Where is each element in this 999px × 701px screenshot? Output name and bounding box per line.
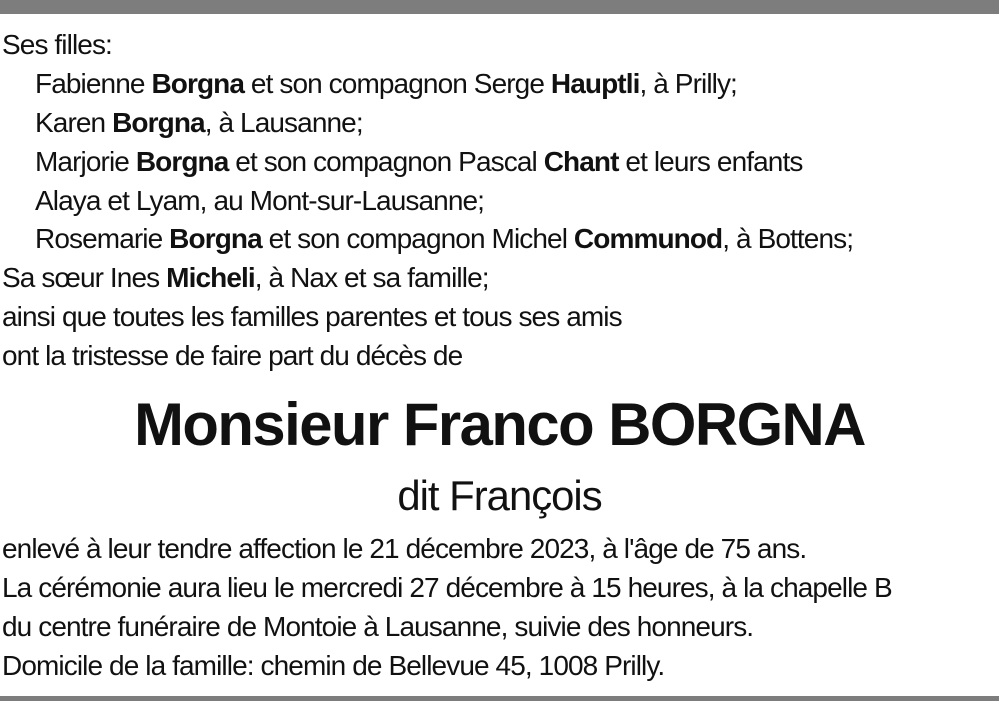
surname: Chant bbox=[543, 146, 619, 177]
text-segment: , à Lausanne; bbox=[204, 107, 363, 138]
text-segment: Rosemarie bbox=[35, 223, 170, 254]
text-segment: Sa sœur Ines bbox=[2, 262, 167, 293]
text-segment: Alaya et Lyam, au Mont-sur-Lausanne; bbox=[35, 185, 485, 216]
text-segment: et son compagnon Michel bbox=[261, 223, 574, 254]
daughter-line-3 bbox=[35, 145, 802, 179]
text-segment: et son compagnon Serge bbox=[244, 68, 551, 99]
deceased-alias: dit François bbox=[397, 472, 602, 519]
surname: Communod bbox=[573, 223, 723, 254]
text-segment: Karen bbox=[35, 107, 113, 138]
top-rule bbox=[0, 0, 999, 14]
text-segment: Marjorie bbox=[35, 146, 136, 177]
daughter-line-4 bbox=[35, 184, 484, 218]
bottom-rule bbox=[0, 696, 999, 701]
details-line-1: enlevé à leur tendre affection le 21 décembre 2023, à l'âge de 75 ans. bbox=[2, 533, 807, 564]
details-line-3: du centre funéraire de Montoie à Lausanne, suivie des honneurs. bbox=[2, 611, 754, 642]
surname: Borgna bbox=[151, 68, 245, 99]
surname: Micheli bbox=[166, 262, 255, 293]
text-segment: et son compagnon Pascal bbox=[228, 146, 544, 177]
daughter-line-2 bbox=[35, 106, 363, 140]
sister-line bbox=[2, 261, 489, 295]
surname: Borgna bbox=[112, 107, 205, 138]
details-line-2: La cérémonie aura lieu le mercredi 27 décembre à 15 heures, à la chapelle B bbox=[2, 572, 892, 603]
text-segment: , à Nax et sa famille; bbox=[254, 262, 489, 293]
families-line: ainsi que toutes les familles parentes et tous ses amis bbox=[2, 301, 622, 332]
text-segment: , à Prilly; bbox=[639, 68, 737, 99]
text-segment: et leurs enfants bbox=[618, 146, 803, 177]
announcement-line: ont la tristesse de faire part du décès de bbox=[2, 340, 463, 371]
details-line-4: Domicile de la famille: chemin de Bellevue 45, 1008 Prilly. bbox=[2, 650, 665, 681]
surname: Borgna bbox=[169, 223, 262, 254]
daughter-line-5 bbox=[35, 222, 853, 256]
daughter-line-1 bbox=[35, 67, 737, 101]
surname: Hauptli bbox=[550, 68, 640, 99]
surname: Borgna bbox=[135, 146, 229, 177]
deceased-name: Monsieur Franco BORGNA bbox=[134, 391, 865, 458]
intro-line: Ses filles: bbox=[2, 29, 112, 60]
text-segment: Fabienne bbox=[35, 68, 152, 99]
text-segment: , à Bottens; bbox=[722, 223, 854, 254]
